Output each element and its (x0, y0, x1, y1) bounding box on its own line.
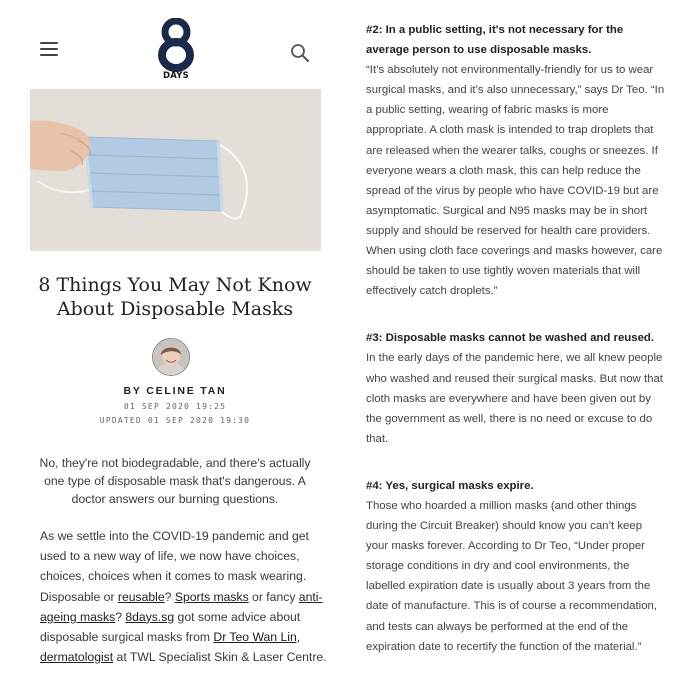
intro-text-5: got some advice about disposable surgical masks from (40, 609, 301, 645)
logo-number-8-icon (158, 18, 194, 72)
site-logo[interactable] (158, 18, 194, 82)
updated-date: UPDATED 01 SEP 2020 19:30 (99, 416, 251, 425)
publish-date: 01 SEP 2020 19:25 (123, 402, 227, 411)
logo-text: DAYS (163, 71, 189, 81)
link-8days[interactable]: 8days.sg (125, 609, 175, 624)
link-anti-ageing-masks[interactable]: anti-ageing masks (40, 589, 323, 624)
article-title: 8 Things You May Not Know About Disposable Masks (38, 274, 312, 320)
point-2-text: “It’s absolutely not environmentally-friendly for us to wear surgical masks, and it’s also unnecessary,” says Dr Teo. “In a public setting, wearing of fabric masks is more appropriate. A cloth mask is intended to trap droplets that are released when the wearer talks, coughs or sneezes. If everyone wears a cloth mask, this can help reduce the spread of the virus by people who have COVID-19 but are asymptomatic. Surgical and N95 masks may be in short supply and should be reserved for health care providers. When using cloth face coverings and masks however, care should be taken to use tightly woven materials that will effectively catch droplets.” (366, 64, 665, 298)
point-4-text: Those who hoarded a million masks (and other things during the Circuit Breaker) should know you can’t keep your masks forever. According to Dr Teo, “Under proper storage conditions in dry and cool environments, the labelled expiration date is usually about 3 years from the date of manufacture. This is of course a recommendation, and tests can always be performed at the end of the expiration date to recertify the function of the material.” (366, 499, 658, 653)
point-3-heading: #3: Disposable masks cannot be washed and reused. (366, 332, 655, 345)
intro-paragraph (40, 526, 330, 667)
link-doctor[interactable]: Dr Teo Wan Lin, dermatologist (40, 630, 301, 665)
point-2 (366, 20, 666, 301)
author-avatar[interactable] (152, 338, 190, 376)
point-4-heading: #4: Yes, surgical masks expire. (366, 479, 534, 492)
point-3-text: In the early days of the pandemic here, we all knew people who washed and reused their surgical masks. But now that cloth masks are everywhere and have been given out by the government as well, there is no need or excuse to do that. (366, 352, 663, 445)
hamburger-menu-icon[interactable] (40, 42, 58, 58)
link-sports-masks[interactable]: Sports masks (174, 589, 249, 604)
point-2-heading: #2: In a public setting, it's not necessary for the average person to use disposable masks. (366, 24, 624, 57)
author-byline[interactable]: BY CELINE TAN (123, 385, 227, 397)
intro-text-6: at TWL Specialist Skin & Laser Centre. (113, 650, 327, 665)
intro-text-3: or fancy (248, 589, 299, 604)
article-summary: No, they're not biodegradable, and there's actually one type of disposable mask that's dangerous. A doctor answers our burning questions. (39, 456, 311, 506)
link-reusable[interactable]: reusable (117, 589, 165, 604)
intro-text-4: ? (115, 609, 126, 624)
intro-text-2: ? (164, 589, 175, 604)
search-icon[interactable] (290, 43, 310, 68)
intro-text-1: As we settle into the COVID-19 pandemic and get used to a new way of life, we now have choices, choices, choices when it comes to mask wearing. Disposable or (40, 529, 309, 604)
article-continuation (366, 20, 666, 684)
mask-photo (30, 89, 321, 251)
point-3 (366, 328, 666, 449)
point-4 (366, 476, 666, 657)
hero-image (30, 89, 321, 251)
